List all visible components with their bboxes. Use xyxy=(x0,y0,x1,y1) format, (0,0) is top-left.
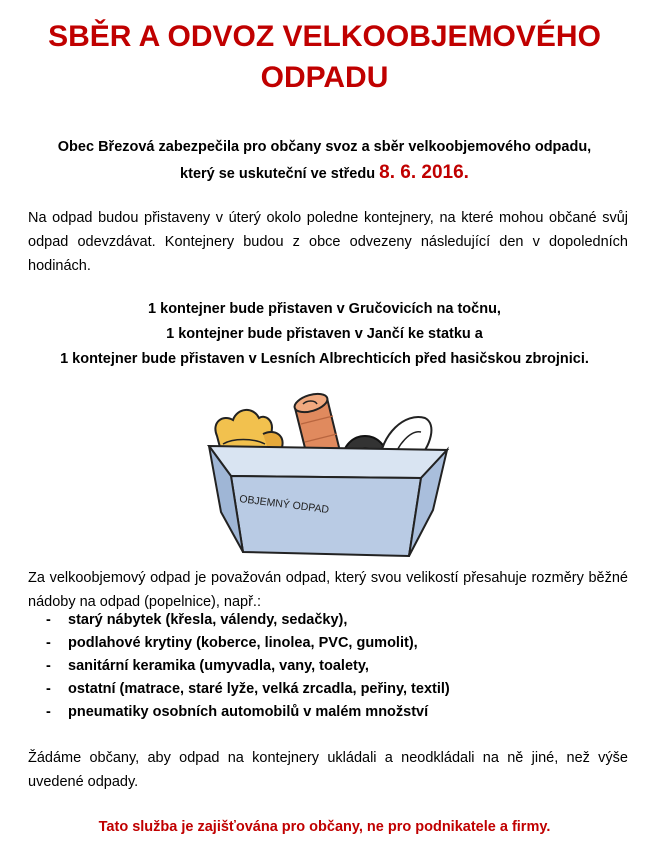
list-item-text: sanitární keramika (umyvadla, vany, toalety, xyxy=(68,658,369,674)
list-item-text: pneumatiky osobních automobilů v malém množství xyxy=(68,704,429,720)
list-item xyxy=(28,678,628,701)
collection-date: 8. 6. 2016 xyxy=(379,162,464,183)
list-item xyxy=(28,701,628,724)
list-item xyxy=(28,655,628,678)
waste-container-icon xyxy=(209,446,447,556)
paragraph-bulky-waste-definition: Za velkoobjemový odpad je považován odpad, který svou velikostí přesahuje rozměry běžné nádoby na odpad (popelnice), např.: xyxy=(28,570,628,610)
footer-notice: Tato služba je zajišťována pro občany, ne pro podnikatele a firmy. xyxy=(98,819,551,835)
container-label: OBJEMNÝ ODPAD xyxy=(238,493,330,516)
list-marker: - xyxy=(46,612,51,628)
container-location-1: 1 kontejner bude přistaven v Gručovicích na točnu, xyxy=(148,301,501,317)
intro-announcement xyxy=(20,134,629,187)
paragraph-containers-placement: Na odpad budou přistaveny v úterý okolo poledne kontejnery, na které mohou občané svůj odpad odevzdávat. Kontejnery budou z obce odvezeny následující den v dopoledních hodinách. xyxy=(28,210,628,274)
list-marker: - xyxy=(46,704,51,720)
list-item-text: ostatní (matrace, staré lyže, velká zrcadla, peřiny, textil) xyxy=(68,681,450,697)
list-item-text: starý nábytek (křesla, válendy, sedačky), xyxy=(68,612,348,628)
title-line-2: ODPADU xyxy=(260,61,389,94)
intro-line-1: Obec Březová zabezpečila pro občany svoz a sběr velkoobjemového odpadu, xyxy=(57,139,592,155)
intro-line-2 xyxy=(20,160,629,187)
list-item xyxy=(28,632,628,655)
paragraph-request-to-citizens: Žádáme občany, aby odpad na kontejnery ukládali a neodkládali na ně jiné, než výše uvedené odpady. xyxy=(28,750,628,790)
waste-items-list xyxy=(28,609,628,724)
intro-line-2-text: který se uskuteční ve středu xyxy=(180,166,376,182)
list-item xyxy=(28,609,628,632)
list-item-text: podlahové krytiny (koberce, linolea, PVC, gumolit), xyxy=(68,635,418,651)
page-title xyxy=(0,16,649,98)
list-marker: - xyxy=(46,658,51,674)
container-locations xyxy=(10,297,639,372)
date-period: . xyxy=(463,162,469,183)
container-location-2: 1 kontejner bude přistaven v Jančí ke statku a xyxy=(166,326,483,342)
bulky-waste-container-illustration xyxy=(203,384,453,564)
list-marker: - xyxy=(46,681,51,697)
container-location-3: 1 kontejner bude přistaven v Lesních Albrechticích před hasičskou zbrojnici. xyxy=(60,351,589,367)
title-line-1: SBĚR A ODVOZ VELKOOBJEMOVÉHO xyxy=(48,20,601,53)
list-marker: - xyxy=(46,635,51,651)
